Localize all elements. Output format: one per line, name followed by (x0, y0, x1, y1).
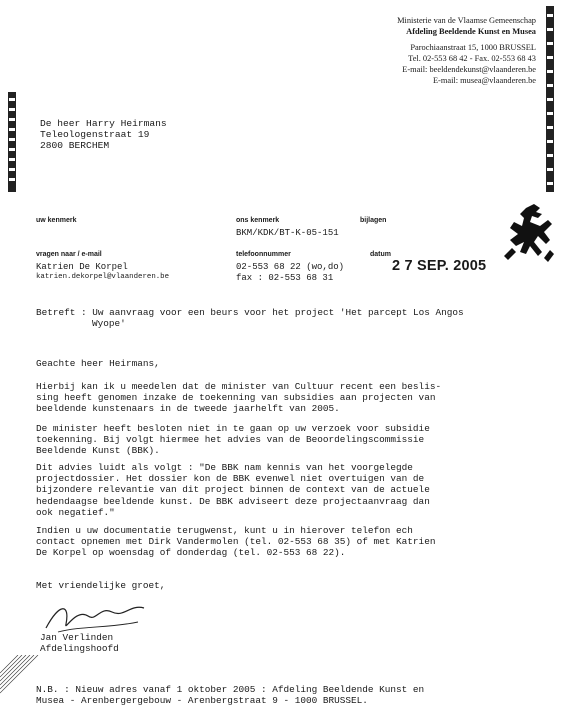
paragraph-2: De minister heeft besloten niet in te gaan op uw verzoek voor subsidie toekenning. Bij volgt hiermee het advies van de Beoordelingscommissie Beeldende Kunst (BBK). (36, 423, 430, 457)
vragen-label: vragen naar / e-mail (36, 251, 102, 258)
letterhead-dept-text: Afdeling Beeldende Kunst en Musea (406, 27, 536, 36)
ons-kenmerk-value: BKM/KDK/BT-K-05-151 (236, 228, 339, 238)
telefoon-label: telefoonnummer (236, 251, 291, 258)
tel-value: 02-553 68 22 (wo,do) (236, 262, 345, 272)
date-stamp: 2 7 SEP. 2005 (392, 258, 487, 274)
letterhead-street: Parochiaanstraat 15, 1000 BRUSSEL (410, 43, 536, 52)
left-edge-mark (6, 92, 18, 192)
signature-title: Afdelingshoofd (40, 643, 119, 654)
subject-line-2: Wyope' (92, 318, 126, 329)
closing: Met vriendelijke groet, (36, 580, 166, 591)
right-edge-mark (544, 6, 556, 192)
letterhead-tel: Tel. 02-553 68 42 - Fax. 02-553 68 43 (408, 54, 536, 63)
datum-label: datum (370, 251, 391, 258)
subject-line (36, 307, 536, 318)
letterhead-email2: E-mail: musea@vlaanderen.be (432, 76, 536, 85)
letterhead-org: Ministerie van de Vlaamse Gemeenschap (397, 16, 536, 25)
recipient-name: De heer Harry Heirmans (40, 118, 167, 129)
ons-kenmerk-label: ons kenmerk (236, 217, 280, 224)
paragraph-3: Dit advies luidt als volgt : "De BBK nam kennis van het voorgelegde projectdossier. Het dossier kon de BBK evenwel niet overtuigen van de bijzondere relevantie van dit project binnen de context van de actuele hedendaagse beeldende kunst. De BBK adviseert deze projectaanvraag dan ook negatief." (36, 462, 430, 518)
paragraph-1: Hierbij kan ik u meedelen dat de minister van Cultuur recent een beslis- sing heeft genomen inzake de toekenning van subsidies aan projecten van beeldende kunstenaars in de tweede jaarhelft van 2005. (36, 381, 442, 415)
flemish-lion-emblem-icon (500, 202, 556, 264)
signature-name: Jan Verlinden (40, 632, 114, 643)
salutation: Geachte heer Heirmans, (36, 358, 160, 369)
uw-kenmerk-label: uw kenmerk (36, 217, 77, 224)
bijlagen-label: bijlagen (360, 217, 387, 224)
footnote-line-2: Musea - Arenbergergebouw - Arenbergstraat 9 - 1000 BRUSSEL. (36, 695, 368, 706)
footnote-line-1: N.B. : Nieuw adres vanaf 1 oktober 2005 : Afdeling Beeldende Kunst en (36, 684, 425, 695)
paragraph-4: Indien u uw documentatie terugwenst, kunt u in hierover telefon ech contact opnemen met Dirk Vandermolen (tel. 02-553 68 35) of met Katrien De Korpel op woensdag of donderdag (tel. 02-553 68 22). (36, 525, 436, 559)
subject-text-1: Uw aanvraag voor een beurs voor het project 'Het parcept Los Angos (92, 307, 464, 318)
contact-email: katrien.dekorpel@vlaanderen.be (36, 273, 170, 281)
corner-hatch-mark (0, 655, 40, 695)
letterhead-email1: E-mail: beeldendekunst@vlaanderen.be (402, 65, 536, 74)
subject-prefix: Betreft : (36, 307, 87, 318)
contact-name: Katrien De Korpel (36, 262, 128, 272)
recipient-city: 2800 BERCHEM (40, 140, 110, 151)
recipient-street: Teleologenstraat 19 (40, 129, 150, 140)
fax-value: fax : 02-553 68 31 (236, 273, 334, 283)
letterhead-dept (406, 27, 536, 38)
